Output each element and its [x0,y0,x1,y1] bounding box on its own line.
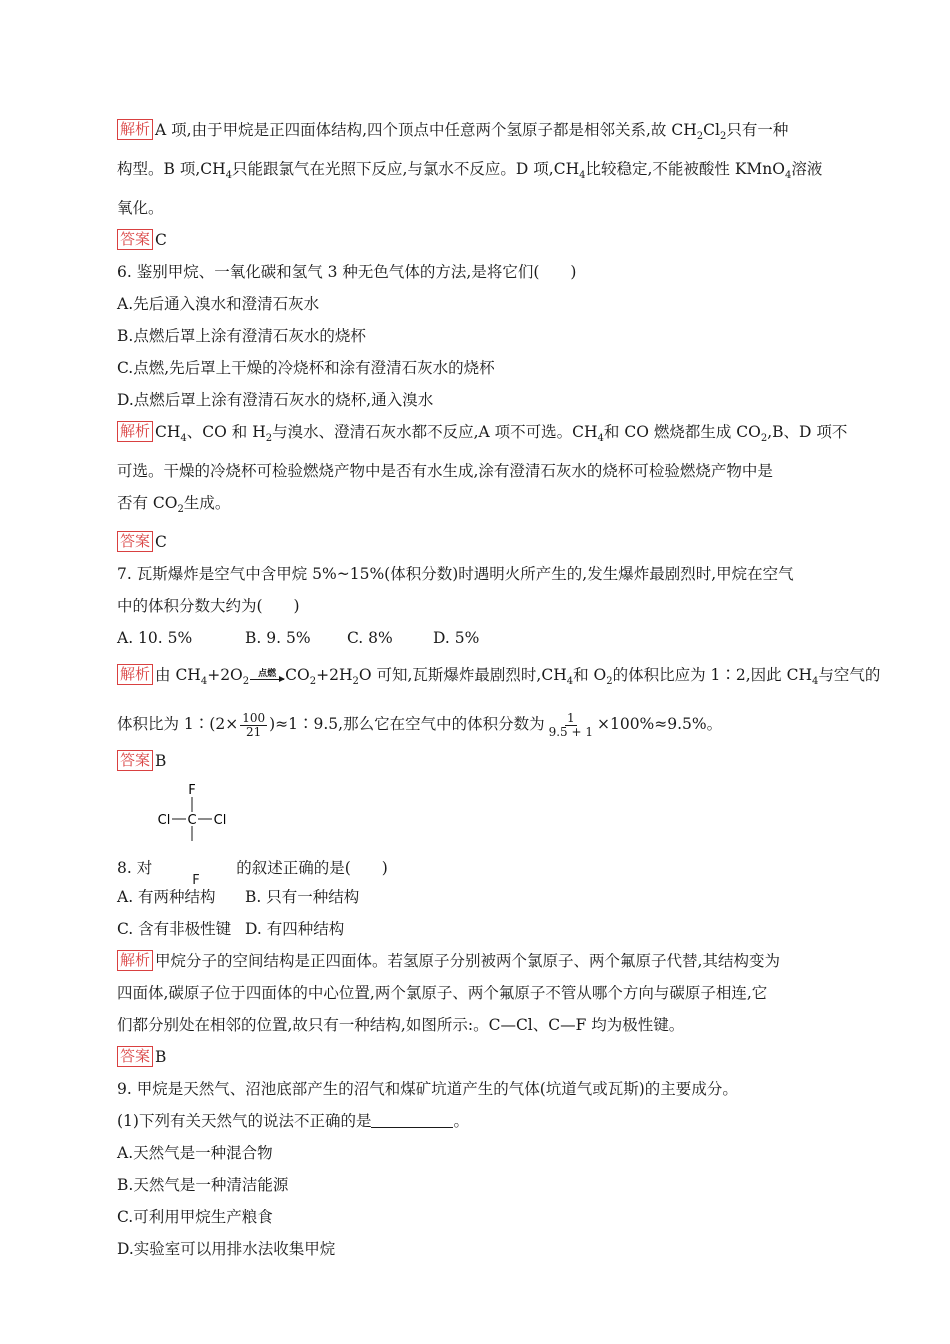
daan-tag: 答案 [117,750,153,771]
q9-sub-question-1: (1)下列有关天然气的说法不正确的是 。 [117,1112,469,1131]
jiexi-tag: 解析 [117,421,153,442]
q8-option-b: B. 只有一种结构 [245,888,360,907]
q5-jiexi-line-2: 构型。B 项$,CH_4$只能跟氯气在光照下反应,与氯水不反应。D 项$,CH_4$比较稳定,不能被酸性 KMnO$_4$溶液 [117,160,823,182]
daan-tag: 答案 [117,1046,153,1067]
q9-option-b: B.天然气是一种清洁能源 [117,1176,289,1195]
q7-jiexi-line-1: 解析 由 $CH_4+2O_2$ 点燃 $CO_2+2H_2O$ 可知,瓦斯爆炸最剧烈时$,CH_4$和 $O_2$的体积比应为 1∶2,因此 $CH_4$与空气的 [117,654,837,703]
q6-option-d: D.点燃后罩上涂有澄清石灰水的烧杯,通入溴水 [117,391,434,410]
q7-option-a: A. 10. 5% [117,629,193,648]
q6-jiexi-line-1: 解析 $CH_4$、CO 和 $H_2$与溴水、澄清石灰水都不反应,A 项不可选。$CH_4$和 CO 燃烧都生成 $CO_2,B$、D 项不 [117,416,837,455]
q5-jiexi-line-1: 解析 A 项,由于甲烷是正四面体结构,四个顶点中任意两个氢原子都是相邻关系,故 $CH_2Cl_2$只有一种 [117,114,837,153]
atom-top: F [188,783,196,799]
jiexi-tag: 解析 [117,119,153,140]
jiexi-tag: 解析 [117,664,153,685]
jiexi-tag: 解析 [117,950,153,971]
q7-stem-line-2: 中的体积分数大约为( ) [117,597,300,616]
q9-stem: 9. 甲烷是天然气、沼池底部产生的沼气和煤矿坑道产生的气体(坑道气或瓦斯)的主要成分。 [117,1080,738,1099]
q8-option-d: D. 有四种结构 [245,920,345,939]
q8-answer: 答案 B [117,1041,837,1073]
q8-option-a: A. 有两种结构 [117,888,216,907]
q7-jiexi-line-2: 体积比为 1∶(2× $\frac{100}{21}$ )≈1∶9.5,那么它在空气中的体积分数为 $\frac{1}{9.5 + 1}$ ×100%≈9.5%。 [117,710,723,739]
q8-jiexi-line-3: 们都分别处在相邻的位置,故只有一种结构,如图所示:。C—Cl、C—F 均为极性键。 [117,1016,685,1035]
daan-tag: 答案 [117,531,153,552]
q6-jiexi-line-2: 可选。干燥的冷烧杯可检验燃烧产物中是否有水生成,涂有澄清石灰水的烧杯可检验燃烧产物中是 [117,462,773,481]
q5-jiexi-line-3: 氧化。 [117,199,164,218]
q9-option-a: A.天然气是一种混合物 [117,1144,273,1163]
atom-center: C [187,813,197,829]
reaction-arrow: 点燃 [250,669,284,680]
atom-left: Cl [157,813,171,829]
q6-option-a: A.先后通入溴水和澄清石灰水 [117,295,320,314]
q7-stem-line-1: 7. 瓦斯爆炸是空气中含甲烷 5%~15%(体积分数)时遇明火所产生的,发生爆炸最剧烈时,甲烷在空气 [117,565,794,584]
q6-option-c: C.点燃,先后罩上干燥的冷烧杯和涂有澄清石灰水的烧杯 [117,359,495,378]
q8-options-row-2 [117,913,837,945]
q9-option-d: D.实验室可以用排水法收集甲烷 [117,1240,336,1259]
fraction-1-over-10-5: $\frac{1}{9.5 + 1}$ [548,710,593,739]
q8-jiexi-line-2: 四面体,碳原子位于四面体的中心位置,两个氯原子、两个氟原子不管从哪个方向与碳原子相连,它 [117,984,768,1003]
q6-stem: 6. 鉴别甲烷、一氧化碳和氢气 3 种无色气体的方法,是将它们( ) [117,263,577,282]
atom-right: Cl [213,813,227,829]
q7-option-b: B. 9. 5% [245,629,311,648]
document-body [117,114,881,1265]
answer-blank[interactable] [371,1113,453,1128]
q6-answer: 答案 C [117,526,837,558]
daan-tag: 答案 [117,229,153,250]
q7-answer: 答案 B [117,745,837,777]
cf2cl2-structure [155,781,229,855]
q6-jiexi-line-3: 否有 $CO_2$生成。 [117,494,231,516]
q9-option-c: C.可利用甲烷生产粮食 [117,1208,273,1227]
q8-stem: 8. 对 F 的叙述正确的是( ) [117,855,837,881]
fraction-100-21: $\frac{100}{21}$ [242,710,266,739]
q7-option-c: C. 8% [347,629,393,648]
q8-options-row-1 [117,881,837,913]
q8-jiexi-line-1: 解析 甲烷分子的空间结构是正四面体。若氢原子分别被两个氯原子、两个氟原子代替,其结构变为 [117,945,837,977]
q7-option-d: D. 5% [433,629,480,648]
atom-bottom: F [192,873,200,889]
q7-options [117,622,837,654]
q8-structure-area [117,777,837,855]
q8-option-c: C. 含有非极性键 [117,920,232,939]
q5-answer: 答案 C [117,224,837,256]
q6-option-b: B.点燃后罩上涂有澄清石灰水的烧杯 [117,327,366,346]
